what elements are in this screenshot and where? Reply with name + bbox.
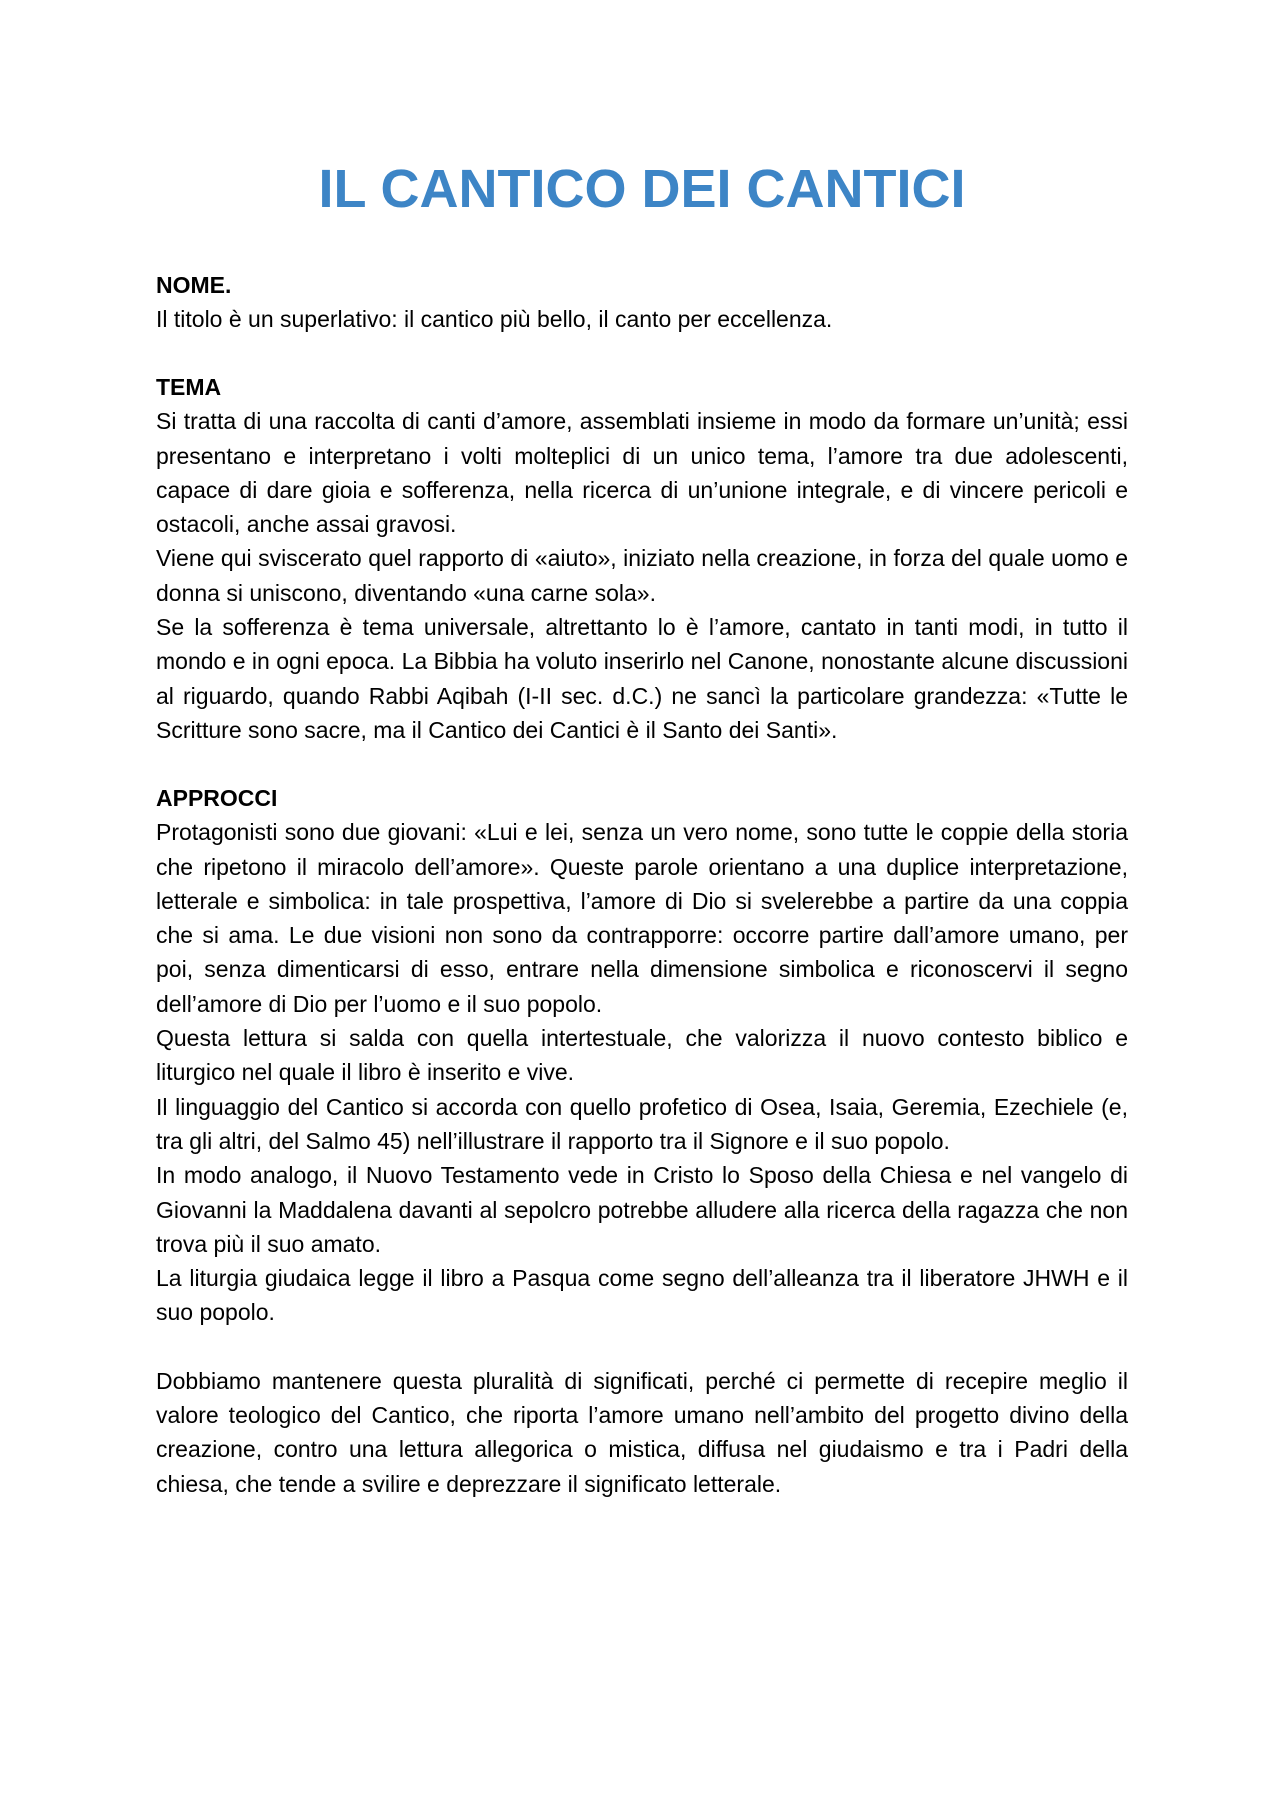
paragraph: Il titolo è un superlativo: il cantico più bello, il canto per eccellenza. <box>156 306 833 332</box>
paragraph: Questa lettura si salda con quella intertestuale, che valorizza il nuovo contesto biblico e liturgico nel quale il libro è inserito e vive. <box>156 1025 1128 1086</box>
document-page <box>156 150 1128 1535</box>
section-heading: NOME. <box>156 272 232 298</box>
paragraph: La liturgia giudaica legge il libro a Pasqua come segno dell’alleanza tra il liberatore JHWH e il suo popolo. <box>156 1265 1128 1326</box>
section-tema <box>156 370 1128 747</box>
paragraph: Se la sofferenza è tema universale, altrettanto lo è l’amore, cantato in tanti modi, in tutto il mondo e in ogni epoca. La Bibbia ha voluto inserirlo nel Canone, nonostante alcune discussioni al riguardo, quando Rabbi Aqibah (I-II sec. d.C.) ne sancì la particolare grandezza: «Tutte le Scritture sono sacre, ma il Cantico dei Cantici è il Santo dei Santi». <box>156 614 1128 743</box>
paragraph: Viene qui sviscerato quel rapporto di «aiuto», iniziato nella creazione, in forza del quale uomo e donna si uniscono, diventando «una carne sola». <box>156 545 1128 606</box>
section-nome <box>156 268 1128 336</box>
section-heading: TEMA <box>156 374 222 401</box>
section-conclusion <box>156 1364 1128 1501</box>
paragraph: Protagonisti sono due giovani: «Lui e lei, senza un vero nome, sono tutte le coppie della storia che ripetono il miracolo dell’amore». Queste parole orientano a una duplice interpretazione, letterale e simbolica: in tale prospettiva, l’amore di Dio si svelerebbe a partire da una coppia che si ama. Le due visioni non sono da contrapporre: occorre partire dall’amore umano, per poi, senza dimenticarsi di esso, entrare nella dimensione simbolica e riconoscervi il segno dell’amore di Dio per l’uomo e il suo popolo. <box>156 819 1128 1017</box>
document-title: IL CANTICO DEI CANTICI <box>318 159 966 219</box>
paragraph: Dobbiamo mantenere questa pluralità di significati, perché ci permette di recepire meglio il valore teologico del Cantico, che riporta l’amore umano nell’ambito del progetto divino della creazione, contro una lettura allegorica o mistica, diffusa nel giudaismo e tra i Padri della chiesa, che tende a svilire e deprezzare il significato letterale. <box>156 1367 1128 1497</box>
section-approcci <box>156 781 1128 1329</box>
paragraph: Si tratta di una raccolta di canti d’amore, assemblati insieme in modo da formare un’unità; essi presentano e interpretano i volti molteplici di un unico tema, l’amore tra due adolescenti, capace di dare gioia e sofferenza, nella ricerca di un’unione integrale, e di vincere pericoli e ostacoli, anche assai gravosi. <box>156 408 1128 538</box>
paragraph: Il linguaggio del Cantico si accorda con quello profetico di Osea, Isaia, Geremia, Ezechiele (e, tra gli altri, del Salmo 45) nell’illustrare il rapporto tra il Signore e il suo popolo. <box>156 1093 1128 1154</box>
section-heading: APPROCCI <box>156 785 278 812</box>
paragraph: In modo analogo, il Nuovo Testamento vede in Cristo lo Sposo della Chiesa e nel vangelo di Giovanni la Maddalena davanti al sepolcro potrebbe alludere alla ricerca della ragazza che non trova più il suo amato. <box>156 1162 1128 1257</box>
